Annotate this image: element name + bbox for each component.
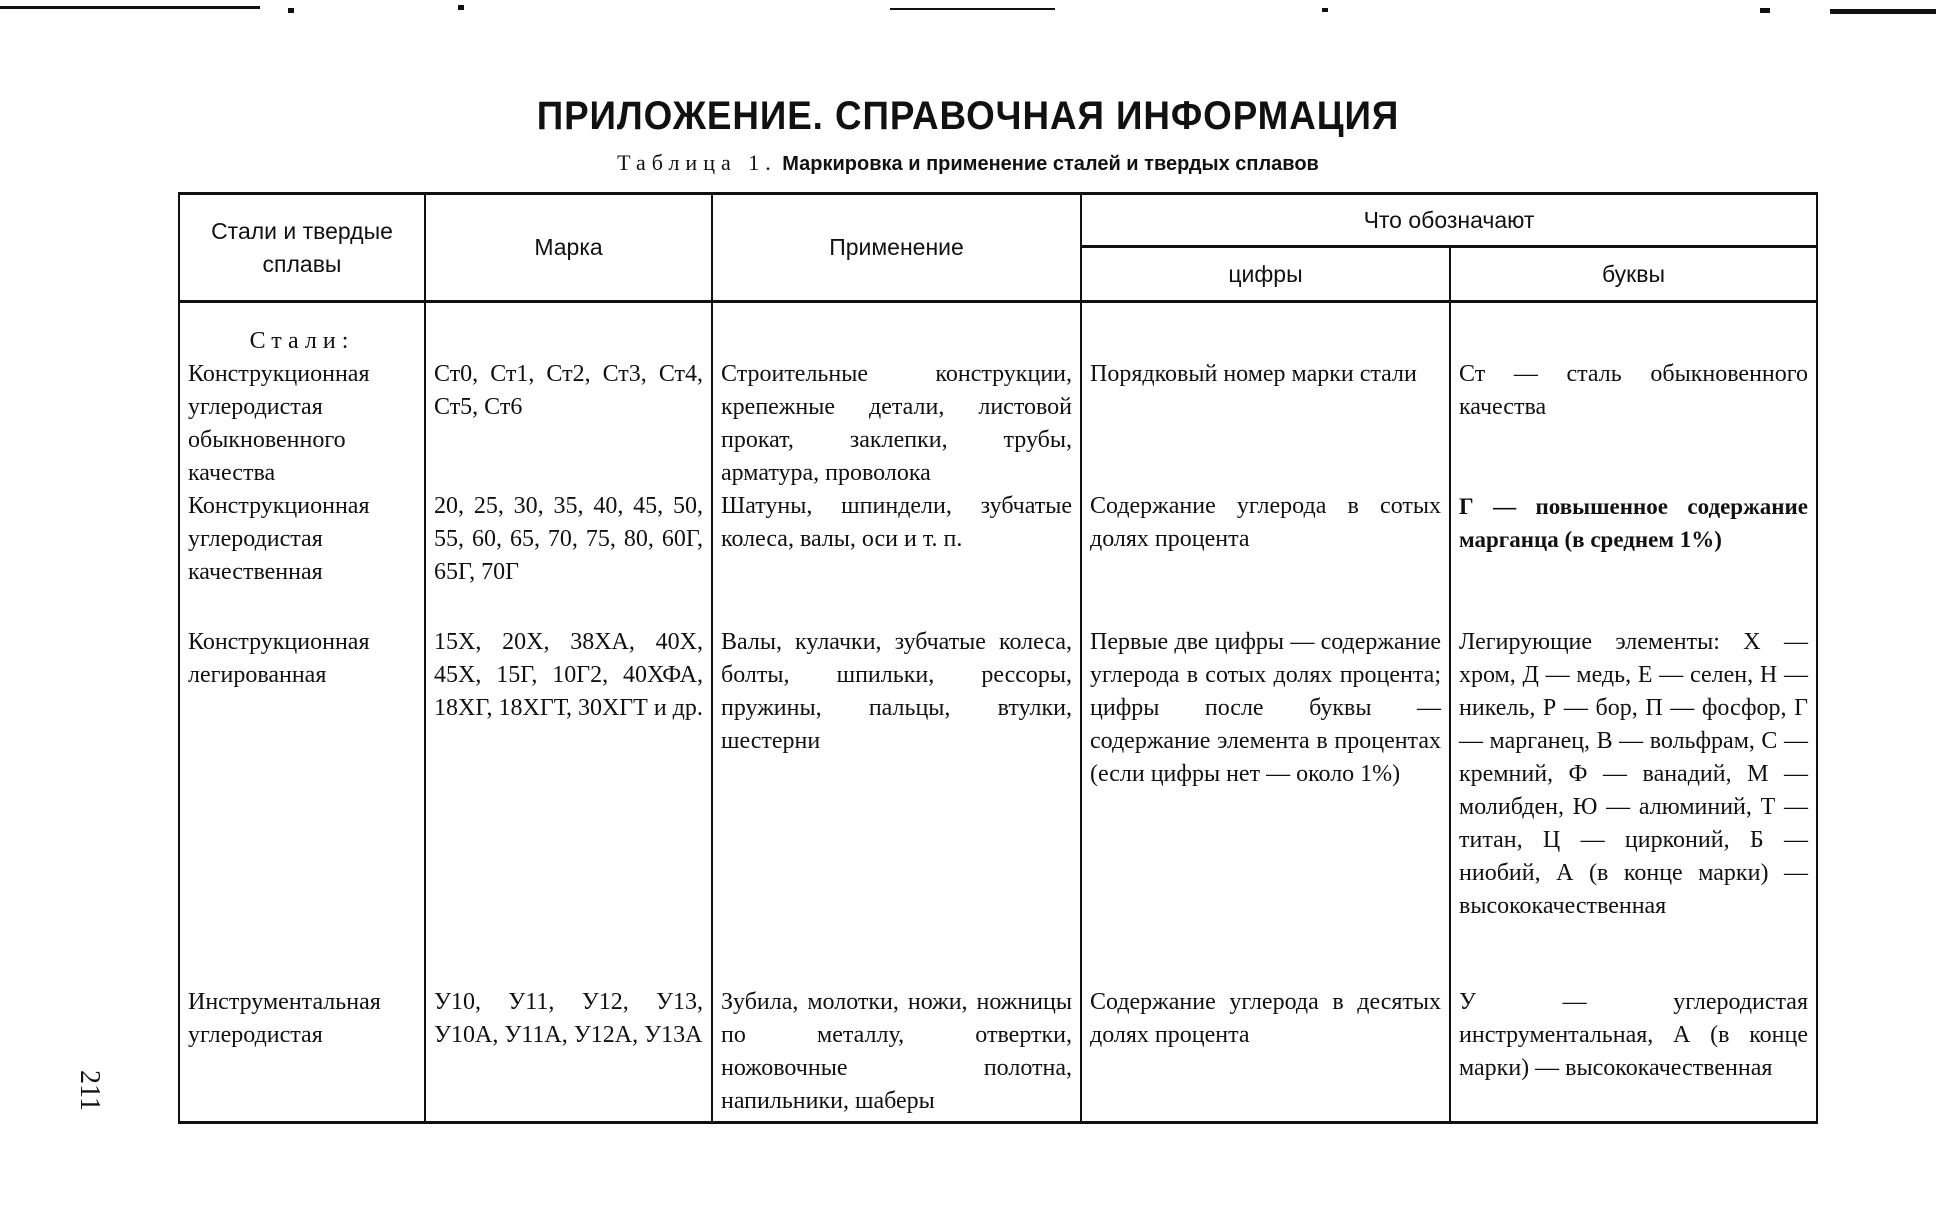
cell-grade: Ст0, Ст1, Ст2, Ст3, Ст4, Ст5, Ст6 (425, 302, 712, 491)
table-label: Таблица 1. (617, 150, 777, 175)
cell-digits: Содержание углерода в десятых долях процента (1081, 986, 1450, 1122)
cell-grade: У10, У11, У12, У13, У10А, У11А, У12А, У13А (425, 986, 712, 1122)
cell-application: Зубила, молотки, ножи, ножницы по металлу, отвертки, ножовочные полотна, напильники, шаберы (712, 986, 1081, 1122)
table-row (179, 986, 1817, 1122)
table-row (179, 490, 1817, 626)
cell-letters: Легирующие элементы: Х — хром, Д — медь, Е — селен, Н — никель, Р — бор, П — фосфор, Г — марганец, В — вольфрам, С — кремний, Ф — ванадий, М — молибден, Ю — алюминий, Т — титан, Ц — цирконий, Б — ниобий, А (в конце марки) — высококачественная (1450, 626, 1817, 986)
cell-letters: Ст — сталь обыкновенного качества (1450, 302, 1817, 491)
cell-application: Строительные конструкции, крепежные детали, листовой прокат, заклепки, трубы, арматура, проволока (712, 302, 1081, 491)
scan-artifacts (0, 0, 1936, 20)
page-number: 211 (74, 1070, 105, 1111)
cell-type: Конструкционная углеродистая качественная (179, 490, 425, 626)
cell-letters: У — углеродистая инструментальная, А (в конце марки) — высококачественная (1450, 986, 1817, 1122)
table-caption (0, 150, 1936, 176)
cell-type (179, 302, 425, 491)
header-digits: цифры (1081, 247, 1450, 302)
cell-digits: Первые две цифры — содержание углерода в сотых долях процента; цифры после буквы — содержание элемента в процентах (если цифры нет — около 1%) (1081, 626, 1450, 986)
section-label-steels: Стали: (249, 328, 355, 354)
table-caption-text: Маркировка и применение сталей и твердых сплавов (782, 153, 1319, 175)
cell-grade: 20, 25, 30, 35, 40, 45, 50, 55, 60, 65, 70, 75, 80, 60Г, 65Г, 70Г (425, 490, 712, 626)
type-text: Конструкционная углеродистая обыкновенного качества (188, 361, 370, 486)
table-row (179, 302, 1817, 491)
header-application: Применение (712, 194, 1081, 302)
header-grade: Марка (425, 194, 712, 302)
steel-marking-table (178, 192, 1818, 1124)
table-row (179, 626, 1817, 986)
cell-grade: 15Х, 20Х, 38ХА, 40Х, 45Х, 15Г, 10Г2, 40ХФА, 18ХГ, 18ХГТ, 30ХГТ и др. (425, 626, 712, 986)
header-type: Стали и твердые сплавы (179, 194, 425, 302)
header-meaning: Что обозначают (1081, 194, 1817, 247)
page-title: ПРИЛОЖЕНИЕ. СПРАВОЧНАЯ ИНФОРМАЦИЯ (536, 94, 1400, 138)
cell-letters: Г — повышенное содержание марганца (в среднем 1%) (1450, 490, 1817, 626)
cell-type: Инструментальная углеродистая (179, 986, 425, 1122)
cell-type: Конструкционная легированная (179, 626, 425, 986)
cell-digits: Содержание углерода в сотых долях процента (1081, 490, 1450, 626)
cell-application: Валы, кулачки, зубчатые колеса, болты, шпильки, рессоры, пружины, пальцы, втулки, шестерни (712, 626, 1081, 986)
header-letters: буквы (1450, 247, 1817, 302)
cell-digits: Порядковый номер марки стали (1081, 302, 1450, 491)
cell-application: Шатуны, шпиндели, зубчатые колеса, валы, оси и т. п. (712, 490, 1081, 626)
